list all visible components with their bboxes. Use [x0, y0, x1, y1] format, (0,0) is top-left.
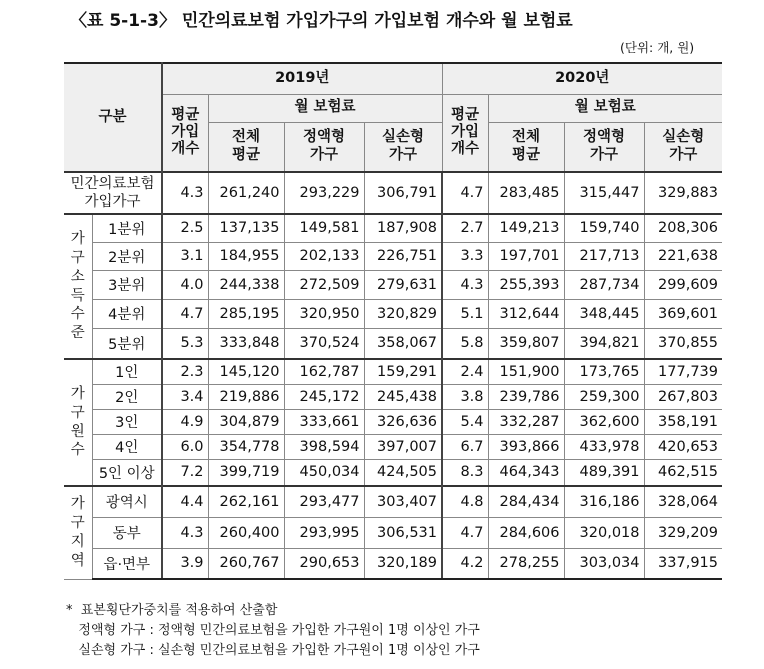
value-cell: 283,485: [488, 172, 564, 214]
value-cell: 464,343: [488, 459, 564, 486]
value-cell: 5.8: [442, 328, 488, 359]
value-cell: 197,701: [488, 242, 564, 270]
footnote-2: 정액형 가구 : 정액형 민간의료보험을 가입한 가구원이 1명 이상인 가구: [66, 623, 480, 638]
row-label: 읍·면부: [92, 548, 162, 579]
value-cell: 348,445: [564, 299, 644, 328]
header-year-2019: 2019년: [162, 63, 442, 94]
value-cell: 4.3: [162, 517, 208, 548]
value-cell: 333,848: [208, 328, 284, 359]
value-cell: 3.3: [442, 242, 488, 270]
value-cell: 245,172: [284, 384, 364, 409]
value-cell: 4.7: [162, 299, 208, 328]
value-cell: 337,915: [644, 548, 722, 579]
value-cell: 293,229: [284, 172, 364, 214]
value-cell: 2.3: [162, 359, 208, 384]
value-cell: 287,734: [564, 270, 644, 299]
value-cell: 362,600: [564, 409, 644, 434]
value-cell: 262,161: [208, 486, 284, 517]
value-cell: 151,900: [488, 359, 564, 384]
value-cell: 3.1: [162, 242, 208, 270]
row-label: 2분위: [92, 242, 162, 270]
value-cell: 2.5: [162, 214, 208, 242]
table-row: [64, 359, 722, 384]
value-cell: 260,400: [208, 517, 284, 548]
row-label: 2인: [92, 384, 162, 409]
value-cell: 261,240: [208, 172, 284, 214]
header-total-2020: 전체 평균: [488, 122, 564, 172]
value-cell: 226,751: [364, 242, 442, 270]
value-cell: 320,018: [564, 517, 644, 548]
value-cell: 293,995: [284, 517, 364, 548]
value-cell: 394,821: [564, 328, 644, 359]
value-cell: 244,338: [208, 270, 284, 299]
value-cell: 304,879: [208, 409, 284, 434]
value-cell: 4.3: [442, 270, 488, 299]
value-cell: 5.1: [442, 299, 488, 328]
value-cell: 260,767: [208, 548, 284, 579]
value-cell: 333,661: [284, 409, 364, 434]
group-label: 가 구 소 득 수 준: [64, 214, 92, 359]
value-cell: 303,034: [564, 548, 644, 579]
row-label: 1분위: [92, 214, 162, 242]
header-fixed-2020: 정액형 가구: [564, 122, 644, 172]
value-cell: 358,191: [644, 409, 722, 434]
group-label: 가 구 지 역: [64, 486, 92, 579]
row-label: 광역시: [92, 486, 162, 517]
value-cell: 284,434: [488, 486, 564, 517]
header-indemnity-2020: 실손형 가구: [644, 122, 722, 172]
value-cell: 284,606: [488, 517, 564, 548]
value-cell: 173,765: [564, 359, 644, 384]
header-avg-count-2019: 평균 가입 개수: [162, 94, 208, 172]
value-cell: 3.8: [442, 384, 488, 409]
footnote-1: * 표본횡단가중치를 적용하여 산출함: [66, 603, 278, 618]
row-label: 5인 이상: [92, 459, 162, 486]
row-label: 3인: [92, 409, 162, 434]
value-cell: 4.4: [162, 486, 208, 517]
table-row: [64, 434, 722, 459]
header-premium-2019: 월 보험료: [208, 94, 442, 122]
value-cell: 184,955: [208, 242, 284, 270]
row-label-total: 민간의료보험 가입가구: [64, 172, 162, 214]
value-cell: 397,007: [364, 434, 442, 459]
table-row: [64, 242, 722, 270]
row-label: 5분위: [92, 328, 162, 359]
value-cell: 177,739: [644, 359, 722, 384]
row-label: 4분위: [92, 299, 162, 328]
value-cell: 354,778: [208, 434, 284, 459]
value-cell: 2.4: [442, 359, 488, 384]
value-cell: 359,807: [488, 328, 564, 359]
value-cell: 137,135: [208, 214, 284, 242]
value-cell: 369,601: [644, 299, 722, 328]
value-cell: 316,186: [564, 486, 644, 517]
value-cell: 299,609: [644, 270, 722, 299]
value-cell: 272,509: [284, 270, 364, 299]
value-cell: 4.3: [162, 172, 208, 214]
value-cell: 462,515: [644, 459, 722, 486]
value-cell: 420,653: [644, 434, 722, 459]
footnotes: [66, 601, 480, 661]
value-cell: 4.8: [442, 486, 488, 517]
value-cell: 279,631: [364, 270, 442, 299]
value-cell: 267,803: [644, 384, 722, 409]
table-title: 〈표 5-1-3〉 민간의료보험 가입가구의 가입보험 개수와 월 보험료: [70, 11, 573, 31]
value-cell: 255,393: [488, 270, 564, 299]
row-label: 3분위: [92, 270, 162, 299]
value-cell: 370,524: [284, 328, 364, 359]
footnote-3: 실손형 가구 : 실손형 민간의료보험을 가입한 가구원이 1명 이상인 가구: [66, 643, 480, 658]
row-label: 동부: [92, 517, 162, 548]
value-cell: 159,740: [564, 214, 644, 242]
value-cell: 320,189: [364, 548, 442, 579]
value-cell: 489,391: [564, 459, 644, 486]
row-label: 1인: [92, 359, 162, 384]
value-cell: 5.4: [442, 409, 488, 434]
value-cell: 306,791: [364, 172, 442, 214]
value-cell: 450,034: [284, 459, 364, 486]
value-cell: 221,638: [644, 242, 722, 270]
value-cell: 315,447: [564, 172, 644, 214]
value-cell: 312,644: [488, 299, 564, 328]
value-cell: 4.7: [442, 172, 488, 214]
table-row: [64, 409, 722, 434]
table-row: [64, 486, 722, 517]
header-total-2019: 전체 평균: [208, 122, 284, 172]
value-cell: 358,067: [364, 328, 442, 359]
value-cell: 2.7: [442, 214, 488, 242]
value-cell: 306,531: [364, 517, 442, 548]
value-cell: 208,306: [644, 214, 722, 242]
value-cell: 4.0: [162, 270, 208, 299]
header-avg-count-2020: 평균 가입 개수: [442, 94, 488, 172]
value-cell: 149,213: [488, 214, 564, 242]
header-year-2020: 2020년: [442, 63, 722, 94]
header-premium-2020: 월 보험료: [488, 94, 722, 122]
value-cell: 8.3: [442, 459, 488, 486]
table-row: [64, 270, 722, 299]
table-row: [64, 214, 722, 242]
value-cell: 219,886: [208, 384, 284, 409]
value-cell: 5.3: [162, 328, 208, 359]
row-label: 4인: [92, 434, 162, 459]
value-cell: 424,505: [364, 459, 442, 486]
value-cell: 320,829: [364, 299, 442, 328]
value-cell: 162,787: [284, 359, 364, 384]
value-cell: 187,908: [364, 214, 442, 242]
value-cell: 326,636: [364, 409, 442, 434]
value-cell: 278,255: [488, 548, 564, 579]
value-cell: 239,786: [488, 384, 564, 409]
value-cell: 399,719: [208, 459, 284, 486]
value-cell: 329,209: [644, 517, 722, 548]
value-cell: 4.9: [162, 409, 208, 434]
value-cell: 398,594: [284, 434, 364, 459]
value-cell: 6.0: [162, 434, 208, 459]
header-fixed-2019: 정액형 가구: [284, 122, 364, 172]
value-cell: 370,855: [644, 328, 722, 359]
header-category: 구분: [64, 63, 162, 172]
value-cell: 293,477: [284, 486, 364, 517]
value-cell: 285,195: [208, 299, 284, 328]
value-cell: 290,653: [284, 548, 364, 579]
table-row: [64, 459, 722, 486]
group-label: 가 구 원 수: [64, 359, 92, 486]
table-row-total: [64, 172, 722, 214]
value-cell: 145,120: [208, 359, 284, 384]
value-cell: 393,866: [488, 434, 564, 459]
table-row: [64, 328, 722, 359]
value-cell: 259,300: [564, 384, 644, 409]
table-row: [64, 384, 722, 409]
value-cell: 303,407: [364, 486, 442, 517]
value-cell: 433,978: [564, 434, 644, 459]
value-cell: 7.2: [162, 459, 208, 486]
value-cell: 320,950: [284, 299, 364, 328]
table-row: [64, 299, 722, 328]
value-cell: 3.4: [162, 384, 208, 409]
value-cell: 4.7: [442, 517, 488, 548]
value-cell: 4.2: [442, 548, 488, 579]
value-cell: 3.9: [162, 548, 208, 579]
unit-label: (단위: 개, 원): [620, 40, 695, 55]
header-indemnity-2019: 실손형 가구: [364, 122, 442, 172]
value-cell: 159,291: [364, 359, 442, 384]
table-row: [64, 548, 722, 579]
value-cell: 245,438: [364, 384, 442, 409]
value-cell: 332,287: [488, 409, 564, 434]
value-cell: 6.7: [442, 434, 488, 459]
value-cell: 149,581: [284, 214, 364, 242]
value-cell: 217,713: [564, 242, 644, 270]
value-cell: 202,133: [284, 242, 364, 270]
value-cell: 329,883: [644, 172, 722, 214]
premium-table: [64, 62, 722, 580]
table-row: [64, 517, 722, 548]
value-cell: 328,064: [644, 486, 722, 517]
